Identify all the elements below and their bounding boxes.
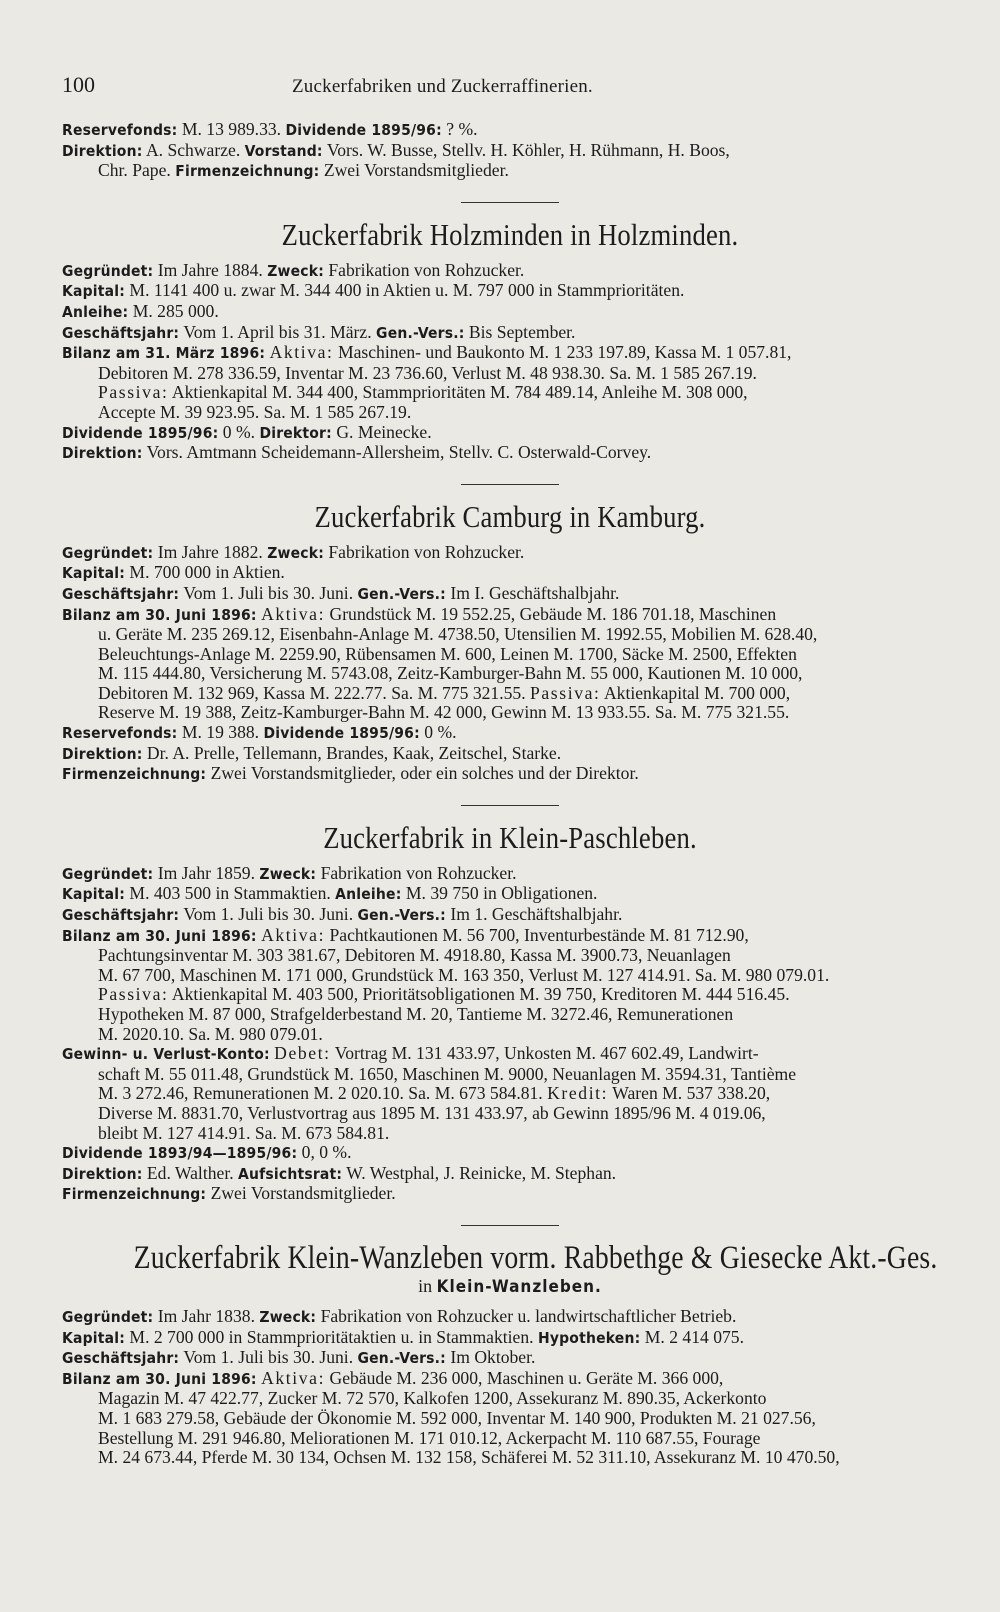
entry-line: Debitoren M. 132 969, Kassa M. 222.77. Sa. M. 775 321.55. Passiva: Aktienkapital M. 700 000, bbox=[98, 682, 791, 703]
section-divider bbox=[461, 805, 559, 806]
entry-line: Bilanz am 30. Juni 1896: Aktiva: Pachtkautionen M. 56 700, Inventurbestände M. 81 712.90, bbox=[62, 924, 749, 945]
section-divider bbox=[461, 484, 559, 485]
entry-line: Bilanz am 30. Juni 1896: Aktiva: Gebäude M. 236 000, Maschinen u. Geräte M. 366 000, bbox=[62, 1367, 724, 1388]
entry-line: Dividende 1895/96: 0 %. Direktor: G. Meinecke. bbox=[62, 421, 432, 442]
page-number: 100 bbox=[62, 72, 95, 97]
entry-line: Diverse M. 8831.70, Verlustvortrag aus 1895 M. 131 433.97, ab Gewinn 1895/96 M. 4 019.06, bbox=[98, 1102, 766, 1123]
entry-line: Reservefonds: M. 13 989.33. Dividende 1895/96: ? %. bbox=[62, 119, 478, 139]
entry-line: Gegründet: Im Jahr 1859. Zweck: Fabrikation von Rohzucker. bbox=[62, 862, 517, 883]
company-title: Zuckerfabrik Holzminden in Holzminden. bbox=[281, 216, 739, 252]
entry-line: M. 115 444.80, Versicherung M. 5743.08, Zeitz-Kamburger-Bahn M. 55 000, Kautionen M. 10 000, bbox=[98, 663, 803, 684]
entry-line: Bilanz am 31. März 1896: Aktiva: Maschinen- und Baukonto M. 1 233 197.89, Kassa M. 1 057.81, bbox=[62, 342, 792, 363]
entry-line: Direktion: A. Schwarze. Vorstand: Vors. W. Busse, Stellv. H. Köhler, H. Rühmann, H. Boos, bbox=[62, 139, 730, 160]
entry-line: Direktion: Vors. Amtmann Scheidemann-Allersheim, Stellv. C. Osterwald-Corvey. bbox=[62, 442, 652, 463]
entry-line: Kapital: M. 2 700 000 in Stammprioritätaktien u. in Stammaktien. Hypotheken: M. 2 414 075. bbox=[62, 1326, 744, 1347]
entry-line: u. Geräte M. 235 269.12, Eisenbahn-Anlage M. 4738.50, Utensilien M. 1992.55, Mobilien M. 628.40, bbox=[98, 624, 818, 645]
entry-line: Debitoren M. 278 336.59, Inventar M. 23 736.60, Verlust M. 48 938.30. Sa. M. 1 585 267.19. bbox=[98, 362, 757, 383]
running-head bbox=[62, 72, 958, 98]
entry-line: Geschäftsjahr: Vom 1. Juli bis 30. Juni. Gen.-Vers.: Im I. Geschäftshalbjahr. bbox=[62, 582, 620, 603]
entry-line: Direktion: Ed. Walther. Aufsichtsrat: W. Westphal, J. Reinicke, M. Stephan. bbox=[62, 1162, 617, 1183]
entry-line: Firmenzeichnung: Zwei Vorstandsmitglieder, oder ein solches und der Direktor. bbox=[62, 763, 639, 784]
entry-line: Passiva: Aktienkapital M. 344 400, Stammprioritäten M. 784 489.14, Anleihe M. 308 000, bbox=[98, 382, 748, 403]
section-divider bbox=[461, 1225, 559, 1226]
company-title: Zuckerfabrik in Klein-Paschleben. bbox=[323, 819, 697, 855]
company-entry-klein-wanzleben bbox=[62, 1240, 958, 1468]
company-subtitle: in Klein-Wanzleben. bbox=[418, 1275, 602, 1297]
company-entry-camburg bbox=[62, 499, 958, 785]
entry-line: Kapital: M. 403 500 in Stammaktien. Anleihe: M. 39 750 in Obligationen. bbox=[62, 883, 598, 904]
entry-line: Dividende 1893/94—1895/96: 0, 0 %. bbox=[62, 1142, 352, 1163]
entry-line: Chr. Pape. Firmenzeichnung: Zwei Vorstandsmitglieder. bbox=[98, 160, 509, 181]
entry-line: Beleuchtungs-Anlage M. 2259.90, Rübensamen M. 600, Leinen M. 1700, Säcke M. 2500, Effekten bbox=[98, 643, 797, 664]
entry-line: Accepte M. 39 923.95. Sa. M. 1 585 267.19. bbox=[98, 401, 412, 422]
previous-entry-tail bbox=[62, 120, 958, 182]
entry-line: bleibt M. 127 414.91. Sa. M. 673 584.81. bbox=[98, 1122, 390, 1143]
entry-line: M. 2020.10. Sa. M. 980 079.01. bbox=[98, 1023, 323, 1044]
company-title: Zuckerfabrik Camburg in Kamburg. bbox=[314, 498, 706, 534]
company-entry-holzminden bbox=[62, 217, 958, 464]
entry-line: Gegründet: Im Jahre 1882. Zweck: Fabrikation von Rohzucker. bbox=[62, 541, 525, 562]
entry-line: Passiva: Aktienkapital M. 403 500, Prioritätsobligationen M. 39 750, Kreditoren M. 444 516.45. bbox=[98, 984, 790, 1005]
entry-line: Bilanz am 30. Juni 1896: Aktiva: Grundstück M. 19 552.25, Gebäude M. 186 701.18, Maschinen bbox=[62, 603, 777, 624]
entry-line: Pachtungsinventar M. 303 381.67, Debitoren M. 4918.80, Kassa M. 3900.73, Neuanlagen bbox=[98, 945, 731, 966]
entry-line: Reserve M. 19 388, Zeitz-Kamburger-Bahn M. 42 000, Gewinn M. 13 933.55. Sa. M. 775 321.55. bbox=[98, 702, 790, 723]
entry-line: Magazin M. 47 422.77, Zucker M. 72 570, Kalkofen 1200, Assekuranz M. 890.35, Ackerkonto bbox=[98, 1388, 767, 1409]
entry-line: Hypotheken M. 87 000, Strafgelderbestand M. 20, Tantieme M. 3272.46, Remunerationen bbox=[98, 1004, 734, 1024]
entry-line: Reservefonds: M. 19 388. Dividende 1895/96: 0 %. bbox=[62, 722, 457, 743]
company-title: Zuckerfabrik Klein-Wanzleben vorm. Rabbethge & Giesecke Akt.-Ges. bbox=[133, 1239, 938, 1276]
entry-line: M. 1 683 279.58, Gebäude der Ökonomie M. 592 000, Inventar M. 140 900, Produkten M. 21 027.56, bbox=[98, 1407, 816, 1428]
entry-line: Geschäftsjahr: Vom 1. Juli bis 30. Juni. Gen.-Vers.: Im 1. Geschäftshalbjahr. bbox=[62, 904, 623, 925]
entry-line: Firmenzeichnung: Zwei Vorstandsmitglieder. bbox=[62, 1183, 396, 1204]
running-title: Zuckerfabriken und Zuckerraffinerien. bbox=[292, 76, 593, 97]
entry-line: Kapital: M. 1141 400 u. zwar M. 344 400 in Aktien u. M. 797 000 in Stammprioritäten. bbox=[62, 280, 685, 301]
entry-line: Gewinn- u. Verlust-Konto: Debet: Vortrag M. 131 433.97, Unkosten M. 467 602.49, Landwirt- bbox=[62, 1043, 759, 1064]
entry-line: Direktion: Dr. A. Prelle, Tellemann, Brandes, Kaak, Zeitschel, Starke. bbox=[62, 742, 562, 763]
entry-line: schaft M. 55 011.48, Grundstück M. 1650, Maschinen M. 9000, Neuanlagen M. 3594.31, Tantième bbox=[98, 1063, 797, 1084]
entry-line: Gegründet: Im Jahre 1884. Zweck: Fabrikation von Rohzucker. bbox=[62, 259, 525, 280]
entry-line: Kapital: M. 700 000 in Aktien. bbox=[62, 562, 285, 583]
entry-line: Geschäftsjahr: Vom 1. April bis 31. März. Gen.-Vers.: Bis September. bbox=[62, 321, 576, 342]
entry-line: M. 3 272.46, Remunerationen M. 2 020.10. Sa. M. 673 584.81. Kredit: Waren M. 537 338.20, bbox=[98, 1083, 771, 1104]
section-divider bbox=[461, 202, 559, 203]
entry-line: M. 67 700, Maschinen M. 171 000, Grundstück M. 163 350, Verlust M. 127 414.91. Sa. M. 980 079.01. bbox=[98, 964, 830, 985]
company-entry-klein-paschleben bbox=[62, 820, 958, 1205]
entry-line: Gegründet: Im Jahr 1838. Zweck: Fabrikation von Rohzucker u. landwirtschaftlicher Betrieb. bbox=[62, 1305, 737, 1326]
entry-line: M. 24 673.44, Pferde M. 30 134, Ochsen M. 132 158, Schäferei M. 52 311.10, Assekuranz M. 10 470.50, bbox=[98, 1447, 840, 1468]
entry-line: Geschäftsjahr: Vom 1. Juli bis 30. Juni. Gen.-Vers.: Im Oktober. bbox=[62, 1347, 536, 1368]
entry-line: Bestellung M. 291 946.80, Meliorationen M. 171 010.12, Ackerpacht M. 110 687.55, Fourage bbox=[98, 1427, 761, 1448]
entry-line: Anleihe: M. 285 000. bbox=[62, 300, 219, 321]
